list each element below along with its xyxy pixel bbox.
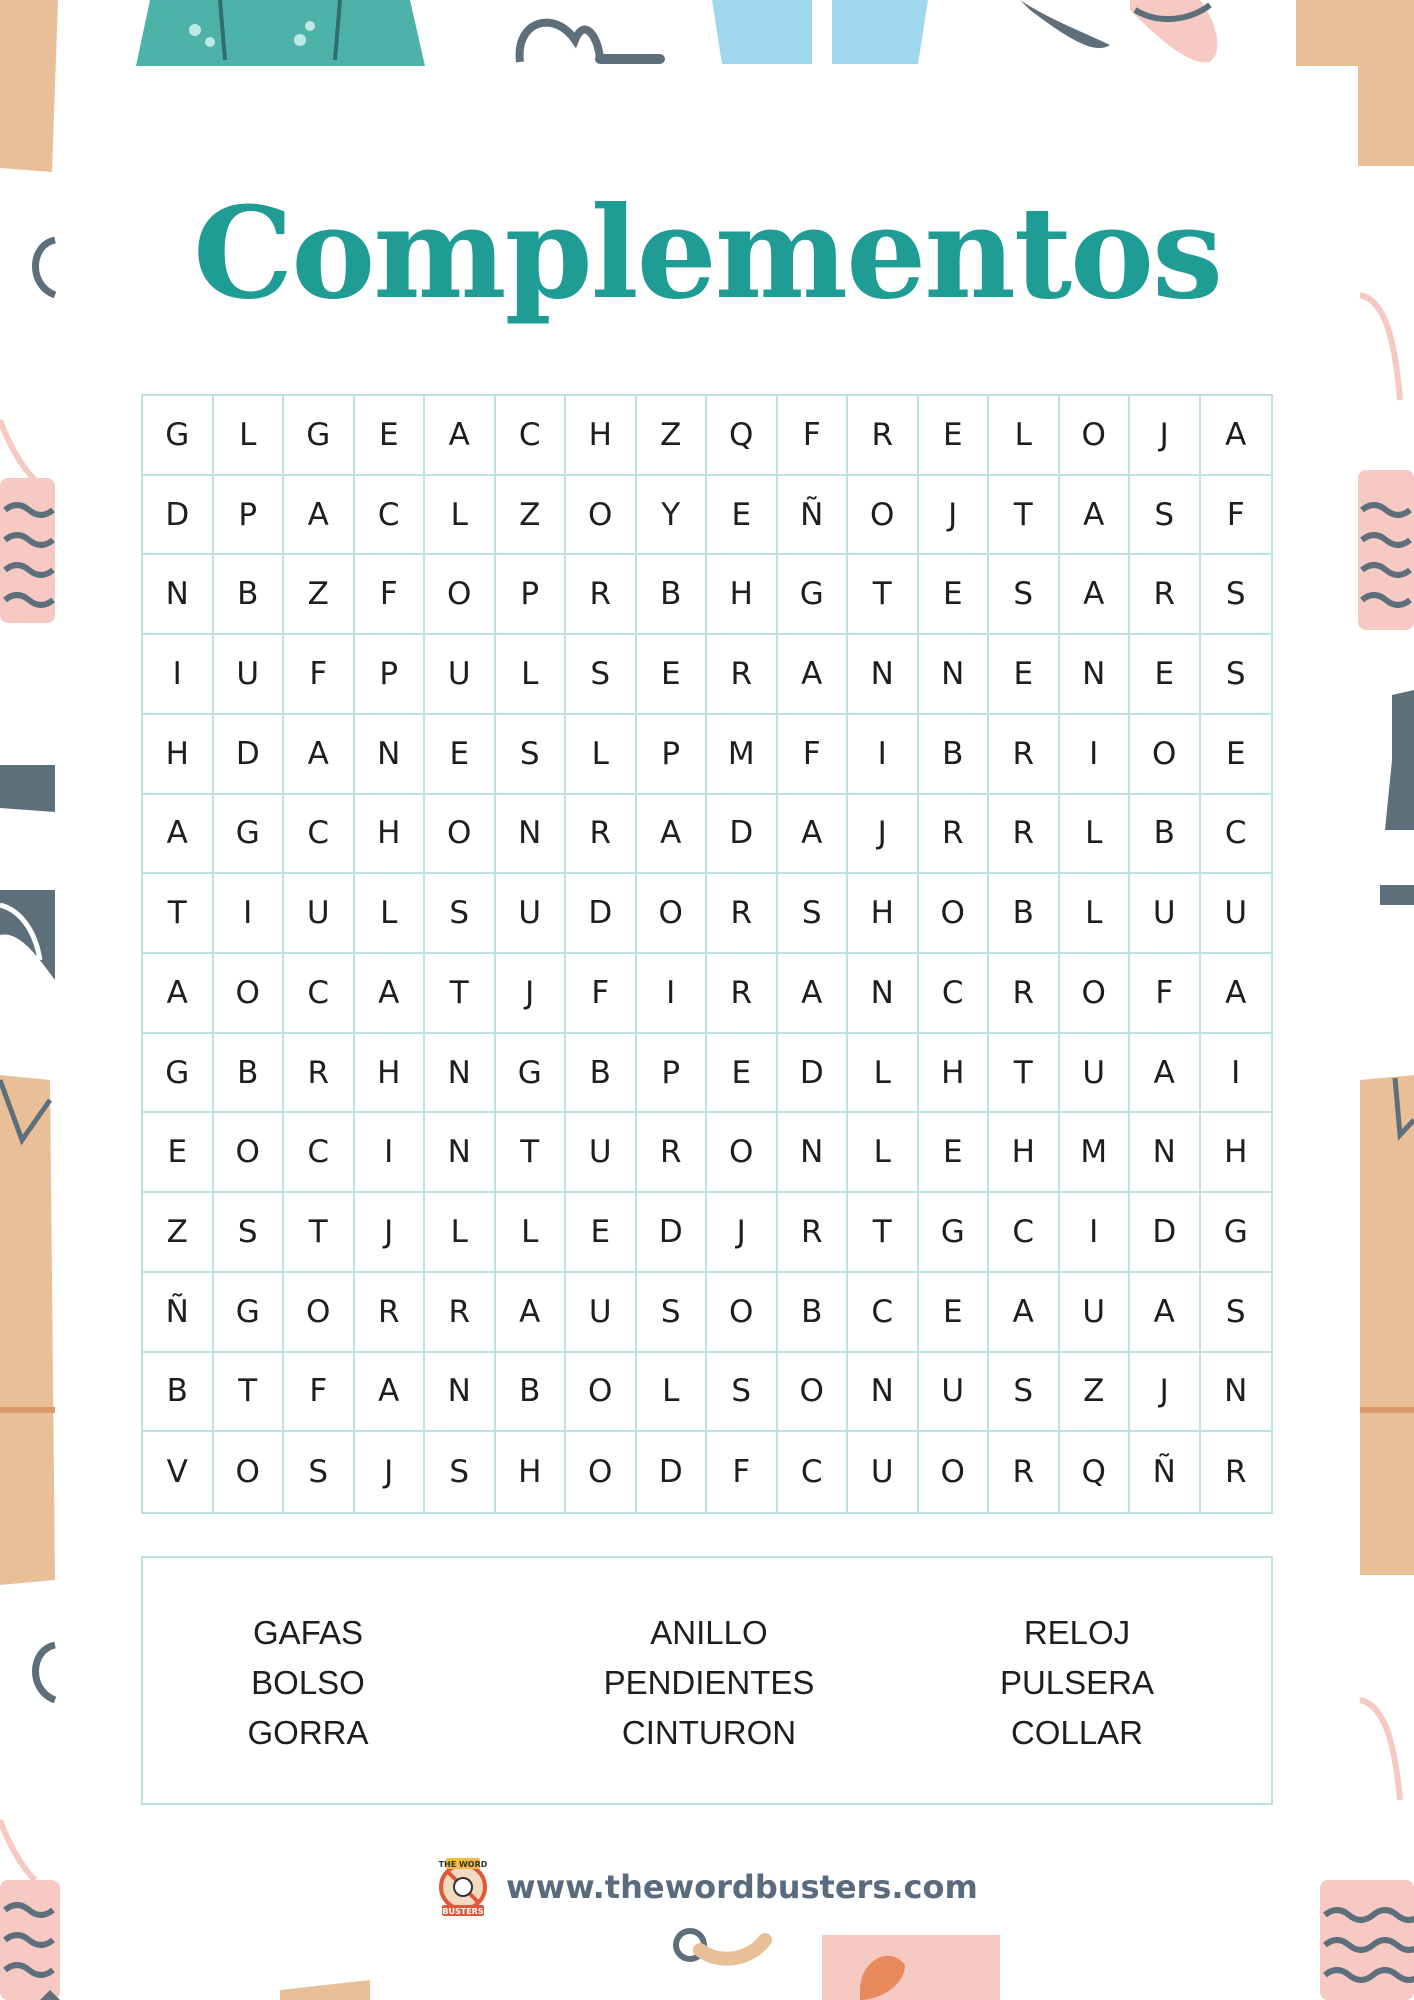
grid-cell[interactable]: N bbox=[848, 954, 919, 1034]
grid-cell[interactable]: T bbox=[848, 1193, 919, 1273]
grid-cell[interactable]: A bbox=[496, 1273, 567, 1353]
grid-cell[interactable]: B bbox=[637, 555, 708, 635]
grid-cell[interactable]: Y bbox=[637, 476, 708, 556]
grid-cell[interactable]: C bbox=[989, 1193, 1060, 1273]
grid-cell[interactable]: T bbox=[848, 555, 919, 635]
logo-text-top: THE WORD bbox=[438, 1860, 488, 1869]
word-pendientes: PENDIENTES bbox=[603, 1664, 815, 1701]
grid-cell[interactable]: R bbox=[355, 1273, 426, 1353]
grid-cell[interactable]: R bbox=[637, 1113, 708, 1193]
grid-cell[interactable]: R bbox=[425, 1273, 496, 1353]
grid-cell[interactable]: R bbox=[707, 874, 778, 954]
grid-cell[interactable]: I bbox=[355, 1113, 426, 1193]
swimsuit-icon bbox=[0, 765, 55, 980]
grid-cell[interactable]: S bbox=[284, 1432, 355, 1512]
grid-cell[interactable]: L bbox=[848, 1034, 919, 1114]
grid-cell[interactable]: V bbox=[143, 1432, 214, 1512]
grid-cell[interactable]: S bbox=[566, 635, 637, 715]
grid-cell[interactable]: U bbox=[214, 635, 285, 715]
grid-cell[interactable]: D bbox=[214, 715, 285, 795]
grid-cell[interactable]: B bbox=[214, 1034, 285, 1114]
grid-cell[interactable]: Z bbox=[637, 396, 708, 476]
grid-cell[interactable]: N bbox=[496, 795, 567, 875]
grid-cell[interactable]: Q bbox=[1060, 1432, 1131, 1512]
grid-cell[interactable]: U bbox=[1060, 1273, 1131, 1353]
word-list-column bbox=[559, 1608, 859, 1758]
grid-cell[interactable]: I bbox=[214, 874, 285, 954]
word-anillo: ANILLO bbox=[650, 1614, 768, 1651]
grid-cell[interactable]: H bbox=[355, 1034, 426, 1114]
grid-cell[interactable]: F bbox=[1130, 954, 1201, 1034]
grid-cell[interactable]: E bbox=[707, 1034, 778, 1114]
grid-cell[interactable]: U bbox=[848, 1432, 919, 1512]
grid-cell[interactable]: N bbox=[848, 1353, 919, 1433]
grid-cell[interactable]: D bbox=[778, 1034, 849, 1114]
grid-cell[interactable]: R bbox=[1224, 1454, 1247, 1491]
grid-cell[interactable]: A bbox=[355, 954, 426, 1034]
grid-cell[interactable]: A bbox=[355, 1353, 426, 1433]
grid-cell[interactable]: Z bbox=[143, 1193, 214, 1273]
grid-cell[interactable]: P bbox=[355, 635, 426, 715]
grid-cell[interactable]: F bbox=[1201, 476, 1272, 556]
grid-cell[interactable]: D bbox=[1130, 1193, 1201, 1273]
grid-cell[interactable]: N bbox=[778, 1113, 849, 1193]
grid-cell[interactable]: B bbox=[214, 555, 285, 635]
grid-cell[interactable]: J bbox=[355, 1432, 426, 1512]
grid-cell[interactable]: S bbox=[778, 874, 849, 954]
grid-cell[interactable]: P bbox=[496, 555, 567, 635]
grid-cell[interactable]: N bbox=[425, 1034, 496, 1114]
grid-cell[interactable]: Ñ bbox=[778, 476, 849, 556]
grid-cell[interactable]: E bbox=[143, 1113, 214, 1193]
grid-cell[interactable]: O bbox=[425, 795, 496, 875]
grid-cell[interactable]: N bbox=[1201, 1353, 1272, 1433]
grid-cell[interactable]: C bbox=[284, 954, 355, 1034]
grid-cell[interactable]: F bbox=[284, 1353, 355, 1433]
grid-cell[interactable]: R bbox=[989, 795, 1060, 875]
grid-cell[interactable]: B bbox=[496, 1353, 567, 1433]
grid-cell[interactable]: C bbox=[355, 476, 426, 556]
grid-cell[interactable]: R bbox=[566, 795, 637, 875]
grid-cell[interactable]: E bbox=[707, 476, 778, 556]
grid-cell[interactable]: O bbox=[214, 954, 285, 1034]
grid-cell[interactable]: Z bbox=[1060, 1353, 1131, 1433]
grid-cell[interactable]: G bbox=[143, 396, 214, 476]
grid-cell[interactable]: O bbox=[919, 874, 990, 954]
grid-cell[interactable]: A bbox=[284, 715, 355, 795]
tote-bag-icon bbox=[0, 420, 55, 623]
grid-cell[interactable]: T bbox=[425, 954, 496, 1034]
grid-cell[interactable]: M bbox=[1060, 1113, 1131, 1193]
grid-cell[interactable]: I bbox=[143, 635, 214, 715]
grid-cell[interactable]: A bbox=[425, 396, 496, 476]
grid-cell[interactable]: B bbox=[778, 1273, 849, 1353]
dress-icon bbox=[0, 1075, 55, 1585]
grid-cell[interactable]: D bbox=[566, 874, 637, 954]
handbag-icon bbox=[520, 23, 665, 64]
grid-cell[interactable]: A bbox=[1060, 476, 1131, 556]
grid-cell[interactable]: T bbox=[143, 874, 214, 954]
grid-cell[interactable]: E bbox=[425, 715, 496, 795]
grid-cell[interactable]: H bbox=[355, 795, 426, 875]
grid-cell[interactable]: A bbox=[1130, 1273, 1201, 1353]
grid-cell[interactable]: A bbox=[1201, 954, 1272, 1034]
grid-cell[interactable]: R bbox=[989, 1432, 1060, 1512]
grid-cell[interactable]: H bbox=[1201, 1113, 1272, 1193]
grid-cell[interactable]: R bbox=[919, 795, 990, 875]
grid-cell[interactable]: R bbox=[1130, 555, 1201, 635]
grid-cell[interactable]: R bbox=[707, 954, 778, 1034]
grid-cell[interactable]: Z bbox=[284, 555, 355, 635]
grid-cell[interactable]: A bbox=[989, 1273, 1060, 1353]
grid-cell[interactable]: P bbox=[214, 476, 285, 556]
grid-cell[interactable]: U bbox=[1130, 874, 1201, 954]
grid-cell[interactable]: E bbox=[919, 396, 990, 476]
grid-cell[interactable]: A bbox=[1060, 555, 1131, 635]
grid-cell[interactable]: F bbox=[778, 396, 849, 476]
page-title: Complementos bbox=[192, 179, 1222, 327]
grid-cell[interactable]: O bbox=[566, 1353, 637, 1433]
grid-cell[interactable]: S bbox=[425, 874, 496, 954]
grid-cell[interactable]: N bbox=[919, 635, 990, 715]
grid-cell[interactable]: S bbox=[214, 1193, 285, 1273]
grid-cell[interactable]: A bbox=[637, 795, 708, 875]
grid-cell[interactable]: F bbox=[778, 715, 849, 795]
grid-cell[interactable]: N bbox=[425, 1353, 496, 1433]
grid-cell[interactable]: S bbox=[707, 1353, 778, 1433]
grid-cell[interactable]: A bbox=[778, 635, 849, 715]
grid-cell[interactable]: R bbox=[848, 396, 919, 476]
grid-cell[interactable]: U bbox=[1060, 1034, 1131, 1114]
grid-cell[interactable]: O bbox=[566, 1432, 637, 1512]
grid-cell[interactable]: H bbox=[989, 1113, 1060, 1193]
grid-cell[interactable]: N bbox=[1130, 1113, 1201, 1193]
grid-cell[interactable]: A bbox=[778, 954, 849, 1034]
grid-cell[interactable]: S bbox=[1201, 635, 1272, 715]
grid-cell[interactable]: J bbox=[707, 1193, 778, 1273]
grid-cell[interactable]: I bbox=[848, 715, 919, 795]
grid-cell[interactable]: A bbox=[1201, 396, 1272, 476]
grid-cell[interactable]: B bbox=[566, 1034, 637, 1114]
grid-cell[interactable]: H bbox=[848, 874, 919, 954]
word-gorra: GORRA bbox=[247, 1714, 369, 1751]
grid-cell[interactable]: E bbox=[355, 396, 426, 476]
grid-cell[interactable]: I bbox=[1060, 1193, 1131, 1273]
jeans-icon bbox=[712, 0, 928, 64]
word-collar: COLLAR bbox=[1010, 1714, 1144, 1751]
grid-cell[interactable]: L bbox=[989, 396, 1060, 476]
coat-icon bbox=[1360, 1075, 1414, 1575]
grid-cell[interactable]: G bbox=[143, 1034, 214, 1114]
grid-cell[interactable]: L bbox=[496, 635, 567, 715]
grid-cell[interactable]: I bbox=[637, 954, 708, 1034]
grid-cell[interactable]: U bbox=[284, 874, 355, 954]
tote-bag-icon bbox=[1358, 470, 1414, 630]
tote-bag-icon bbox=[1320, 1880, 1414, 2000]
sandals-icon bbox=[1020, 0, 1217, 62]
grid-cell[interactable]: O bbox=[566, 476, 637, 556]
grid-cell[interactable]: F bbox=[284, 635, 355, 715]
grid-cell[interactable]: C bbox=[284, 1113, 355, 1193]
grid-cell[interactable]: R bbox=[707, 635, 778, 715]
grid-cell[interactable]: L bbox=[355, 874, 426, 954]
grid-cell[interactable]: P bbox=[637, 1034, 708, 1114]
grid-cell[interactable]: G bbox=[496, 1034, 567, 1114]
grid-cell[interactable]: S bbox=[1201, 1273, 1272, 1353]
grid-cell[interactable]: E bbox=[919, 555, 990, 635]
word-list-box bbox=[141, 1556, 1273, 1805]
grid-cell[interactable]: H bbox=[496, 1432, 567, 1512]
grid-cell[interactable]: C bbox=[496, 396, 567, 476]
grid-cell[interactable]: E bbox=[566, 1193, 637, 1273]
grid-cell[interactable]: O bbox=[284, 1273, 355, 1353]
word-list-column bbox=[977, 1608, 1177, 1758]
shirt-icon bbox=[136, 0, 425, 66]
thewordbusters-logo-icon bbox=[432, 1856, 494, 1918]
grid-cell[interactable]: D bbox=[637, 1193, 708, 1273]
grid-cell[interactable]: L bbox=[425, 476, 496, 556]
top-icon bbox=[822, 1935, 1000, 2000]
grid-cell[interactable]: B bbox=[989, 874, 1060, 954]
grid-cell[interactable]: T bbox=[989, 476, 1060, 556]
grid-cell[interactable]: J bbox=[919, 476, 990, 556]
grid-cell[interactable]: Q bbox=[707, 396, 778, 476]
grid-cell[interactable]: F bbox=[707, 1432, 778, 1512]
grid-cell[interactable]: D bbox=[637, 1432, 708, 1512]
grid-cell[interactable]: G bbox=[214, 795, 285, 875]
grid-cell[interactable]: L bbox=[637, 1353, 708, 1433]
grid-cell[interactable]: O bbox=[778, 1353, 849, 1433]
grid-cell[interactable]: C bbox=[1201, 795, 1272, 875]
grid-cell[interactable]: J bbox=[355, 1193, 426, 1273]
word-cinturon: CINTURON bbox=[621, 1714, 797, 1751]
grid-cell[interactable]: U bbox=[566, 1273, 637, 1353]
grid-cell[interactable]: E bbox=[1130, 635, 1201, 715]
grid-cell[interactable]: L bbox=[496, 1193, 567, 1273]
grid-cell[interactable]: C bbox=[284, 795, 355, 875]
grid-cell[interactable]: L bbox=[1060, 795, 1131, 875]
grid-cell[interactable]: F bbox=[566, 954, 637, 1034]
grid-cell[interactable]: U bbox=[1201, 874, 1272, 954]
grid-cell[interactable]: U bbox=[919, 1353, 990, 1433]
grid-cell[interactable]: T bbox=[284, 1193, 355, 1273]
grid-cell[interactable]: S bbox=[1201, 555, 1272, 635]
grid-cell[interactable]: J bbox=[848, 795, 919, 875]
grid-cell[interactable]: J bbox=[1130, 1353, 1201, 1433]
grid-cell[interactable]: O bbox=[1060, 954, 1131, 1034]
grid-cell[interactable]: E bbox=[637, 635, 708, 715]
logo-text-bottom: BUSTERS bbox=[442, 1907, 484, 1916]
grid-cell[interactable]: R bbox=[989, 715, 1060, 795]
grid-cell[interactable]: T bbox=[496, 1113, 567, 1193]
grid-cell[interactable]: S bbox=[637, 1273, 708, 1353]
grid-cell[interactable]: A bbox=[284, 476, 355, 556]
word-search-grid[interactable] bbox=[141, 394, 1273, 1514]
grid-cell[interactable]: H bbox=[566, 396, 637, 476]
word-bolso: BOLSO bbox=[251, 1664, 365, 1701]
grid-cell[interactable]: A bbox=[1130, 1034, 1201, 1114]
grid-cell[interactable]: E bbox=[1201, 715, 1272, 795]
grid-cell[interactable]: O bbox=[848, 476, 919, 556]
grid-cell[interactable]: D bbox=[707, 795, 778, 875]
grid-cell[interactable]: F bbox=[355, 555, 426, 635]
grid-cell[interactable]: R bbox=[566, 555, 637, 635]
grid-cell[interactable]: E bbox=[989, 635, 1060, 715]
grid-cell[interactable]: G bbox=[214, 1273, 285, 1353]
grid-cell[interactable]: O bbox=[214, 1432, 285, 1512]
grid-cell[interactable]: E bbox=[919, 1273, 990, 1353]
grid-cell[interactable]: U bbox=[566, 1113, 637, 1193]
grid-cell[interactable]: H bbox=[707, 555, 778, 635]
grid-cell[interactable]: R bbox=[284, 1034, 355, 1114]
grid-cell[interactable]: P bbox=[637, 715, 708, 795]
word-list-column bbox=[208, 1608, 408, 1758]
coat-icon bbox=[1296, 0, 1414, 66]
grid-cell[interactable]: S bbox=[989, 1353, 1060, 1433]
grid-cell[interactable]: O bbox=[1060, 396, 1131, 476]
grid-cell[interactable]: N bbox=[143, 555, 214, 635]
grid-cell[interactable]: E bbox=[919, 1113, 990, 1193]
grid-cell[interactable]: Ñ bbox=[1130, 1432, 1201, 1512]
grid-cell[interactable]: L bbox=[848, 1113, 919, 1193]
grid-cell[interactable]: G bbox=[1201, 1193, 1272, 1273]
grid-cell[interactable]: S bbox=[496, 715, 567, 795]
grid-cell[interactable]: C bbox=[848, 1273, 919, 1353]
grid-cell[interactable]: L bbox=[214, 396, 285, 476]
grid-cell[interactable]: O bbox=[1130, 715, 1201, 795]
word-gafas: GAFAS bbox=[252, 1614, 364, 1651]
footer bbox=[432, 1856, 978, 1918]
grid-cell[interactable]: I bbox=[1060, 715, 1131, 795]
grid-cell[interactable]: R bbox=[989, 954, 1060, 1034]
shorts-icon bbox=[1380, 690, 1414, 905]
grid-cell[interactable]: O bbox=[919, 1432, 990, 1512]
grid-cell[interactable]: B bbox=[143, 1353, 214, 1433]
grid-cell[interactable]: L bbox=[1060, 874, 1131, 954]
grid-cell[interactable]: B bbox=[1130, 795, 1201, 875]
grid-cell[interactable]: Z bbox=[496, 476, 567, 556]
grid-cell[interactable]: R bbox=[778, 1193, 849, 1273]
grid-cell[interactable]: H bbox=[919, 1034, 990, 1114]
grid-cell[interactable]: L bbox=[425, 1193, 496, 1273]
grid-cell[interactable]: T bbox=[214, 1353, 285, 1433]
grid-cell[interactable]: S bbox=[1130, 476, 1201, 556]
grid-cell[interactable]: U bbox=[496, 874, 567, 954]
grid-cell[interactable]: C bbox=[919, 954, 990, 1034]
grid-cell[interactable]: H bbox=[143, 715, 214, 795]
grid-cell[interactable]: S bbox=[425, 1432, 496, 1512]
grid-cell[interactable]: J bbox=[1130, 396, 1201, 476]
grid-cell[interactable]: U bbox=[425, 635, 496, 715]
grid-cell[interactable]: Ñ bbox=[143, 1273, 214, 1353]
grid-cell[interactable]: M bbox=[707, 715, 778, 795]
bracelet-icon bbox=[676, 1931, 765, 1959]
grid-cell[interactable]: C bbox=[778, 1432, 849, 1512]
grid-cell[interactable]: A bbox=[143, 954, 214, 1034]
grid-cell[interactable]: A bbox=[143, 795, 214, 875]
grid-cell[interactable]: O bbox=[707, 1273, 778, 1353]
tote-bag-icon bbox=[0, 1820, 60, 2000]
grid-cell[interactable]: A bbox=[778, 795, 849, 875]
grid-cell[interactable]: B bbox=[919, 715, 990, 795]
grid-cell[interactable]: O bbox=[637, 874, 708, 954]
grid-cell[interactable]: N bbox=[355, 715, 426, 795]
grid-cell[interactable]: S bbox=[989, 555, 1060, 635]
website-link[interactable]: www.thewordbusters.com bbox=[506, 1868, 978, 1906]
grid-cell[interactable]: O bbox=[425, 555, 496, 635]
grid-cell[interactable]: N bbox=[848, 635, 919, 715]
grid-cell[interactable]: G bbox=[284, 396, 355, 476]
grid-cell[interactable]: N bbox=[425, 1113, 496, 1193]
grid-cell[interactable]: L bbox=[566, 715, 637, 795]
grid-cell[interactable]: D bbox=[143, 476, 214, 556]
word-pulsera: PULSERA bbox=[999, 1664, 1155, 1701]
grid-cell[interactable]: G bbox=[919, 1193, 990, 1273]
grid-cell[interactable]: O bbox=[214, 1113, 285, 1193]
grid-cell[interactable]: N bbox=[1060, 635, 1131, 715]
grid-cell[interactable]: G bbox=[778, 555, 849, 635]
grid-cell[interactable]: I bbox=[1201, 1034, 1272, 1114]
word-reloj: RELOJ bbox=[1023, 1614, 1131, 1651]
grid-cell[interactable]: J bbox=[496, 954, 567, 1034]
grid-cell[interactable]: O bbox=[707, 1113, 778, 1193]
grid-cell[interactable]: T bbox=[989, 1034, 1060, 1114]
coat-icon bbox=[0, 0, 58, 172]
